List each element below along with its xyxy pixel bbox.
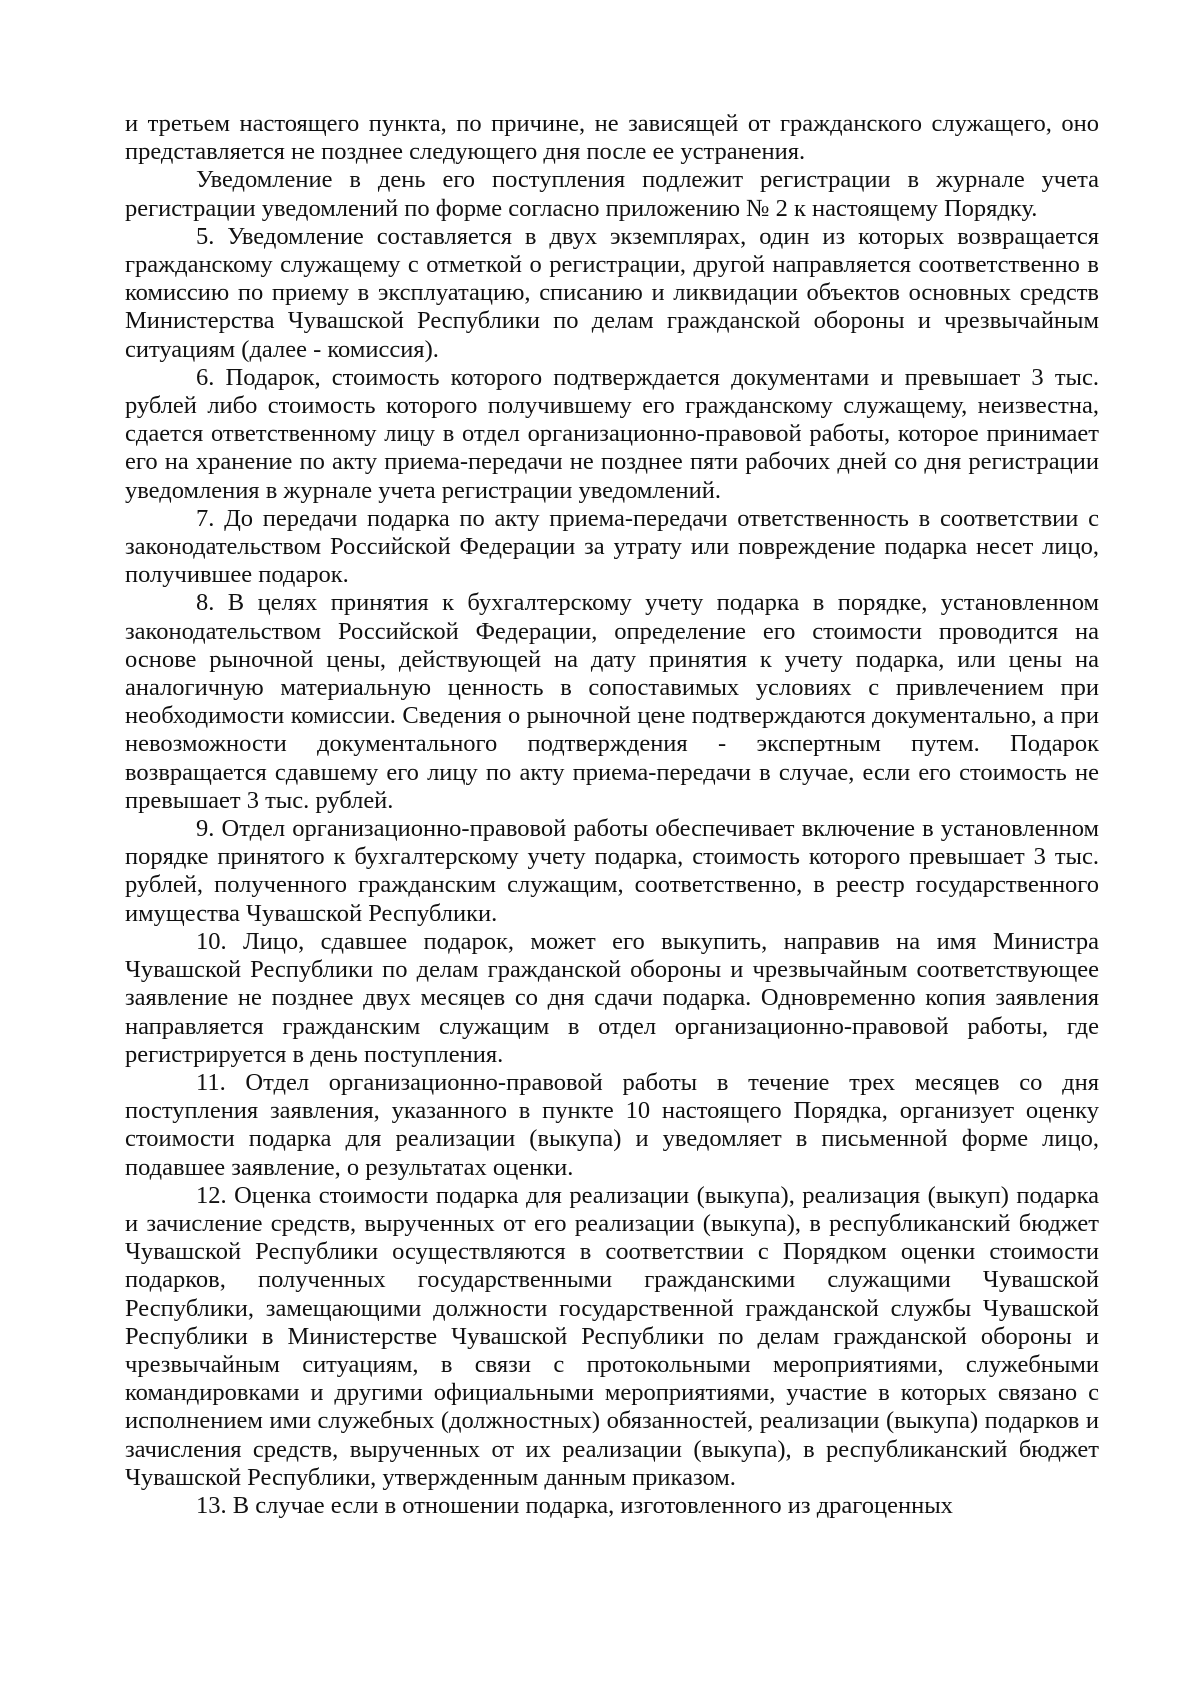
document-page [125, 110, 1099, 1520]
paragraph-item-13: 13. В случае если в отношении подарка, изготовленного из драгоценных [196, 1491, 953, 1519]
paragraph-item-12: 12. Оценка стоимости подарка для реализации (выкупа), реализация (выкуп) подарка и зачисление средств, вырученных от его реализации (выкупа), в республиканский бюджет Чувашской Республики осуществляются в соответствии с Порядком оценки стоимости подарков, полученных государственными гражданскими служащими Чувашской Республики, замещающими должности государственной гражданской службы Чувашской Республики в Министерстве Чувашской Республики по делам гражданской обороны и чрезвычайным ситуациям, в связи с протокольными мероприятиями, служебными командировками и другими официальными мероприятиями, участие в которых связано с исполнением ими служебных (должностных) обязанностей, реализации (выкупа) подарков и зачисления средств, вырученных от их реализации (выкупа), в республиканский бюджет Чувашской Республики, утвержденным данным приказом. [125, 1181, 1099, 1491]
paragraph-item-10: 10. Лицо, сдавшее подарок, может его выкупить, направив на имя Министра Чувашской Республики по делам гражданской обороны и чрезвычайным соответствующее заявление не позднее двух месяцев со дня сдачи подарка. Одновременно копия заявления направляется гражданским служащим в отдел организационно-правовой работы, где регистрируется в день поступления. [125, 927, 1099, 1068]
paragraph-item-6: 6. Подарок, стоимость которого подтверждается документами и превышает 3 тыс. рублей либо стоимость которого получившему его гражданскому служащему, неизвестна, сдается ответственному лицу в отдел организационно-правовой работы, которое принимает его на хранение по акту приема-передачи не позднее пяти рабочих дней со дня регистрации уведомления в журнале учета регистрации уведомлений. [125, 363, 1099, 504]
paragraph-continuation: и третьем настоящего пункта, по причине, не зависящей от гражданского служащего, оно представляется не позднее следующего дня после ее устранения. [125, 110, 1099, 166]
paragraph-item-11: 11. Отдел организационно-правовой работы в течение трех месяцев со дня поступления заявления, указанного в пункте 10 настоящего Порядка, организует оценку стоимости подарка для реализации (выкупа) и уведомляет в письменной форме лицо, подавшее заявление, о результатах оценки. [125, 1068, 1099, 1181]
paragraph-registration: Уведомление в день его поступления подлежит регистрации в журнале учета регистрации уведомлений по форме согласно приложению № 2 к настоящему Порядку. [125, 166, 1099, 222]
paragraph-item-8: 8. В целях принятия к бухгалтерскому учету подарка в порядке, установленном законодательством Российской Федерации, определение его стоимости проводится на основе рыночной цены, действующей на дату принятия к учету подарка, или цены на аналогичную материальную ценность в сопоставимых условиях с привлечением при необходимости комиссии. Сведения о рыночной цене подтверждаются документально, а при невозможности документального подтверждения - экспертным путем. Подарок возвращается сдавшему его лицу по акту приема-передачи в случае, если его стоимость не превышает 3 тыс. рублей. [125, 589, 1099, 814]
paragraph-item-9: 9. Отдел организационно-правовой работы обеспечивает включение в установленном порядке принятого к бухгалтерскому учету подарка, стоимость которого превышает 3 тыс. рублей, полученного гражданским служащим, соответственно, в реестр государственного имущества Чувашской Республики. [125, 815, 1099, 927]
paragraph-item-5: 5. Уведомление составляется в двух экземплярах, один из которых возвращается гражданскому служащему с отметкой о регистрации, другой направляется соответственно в комиссию по приему в эксплуатацию, списанию и ликвидации объектов основных средств Министерства Чувашской Республики по делам гражданской обороны и чрезвычайным ситуациям (далее - комиссия). [125, 222, 1099, 363]
paragraph-item-7: 7. До передачи подарка по акту приема-передачи ответственность в соответствии с законодательством Российской Федерации за утрату или повреждение подарка несет лицо, получившее подарок. [125, 504, 1099, 589]
